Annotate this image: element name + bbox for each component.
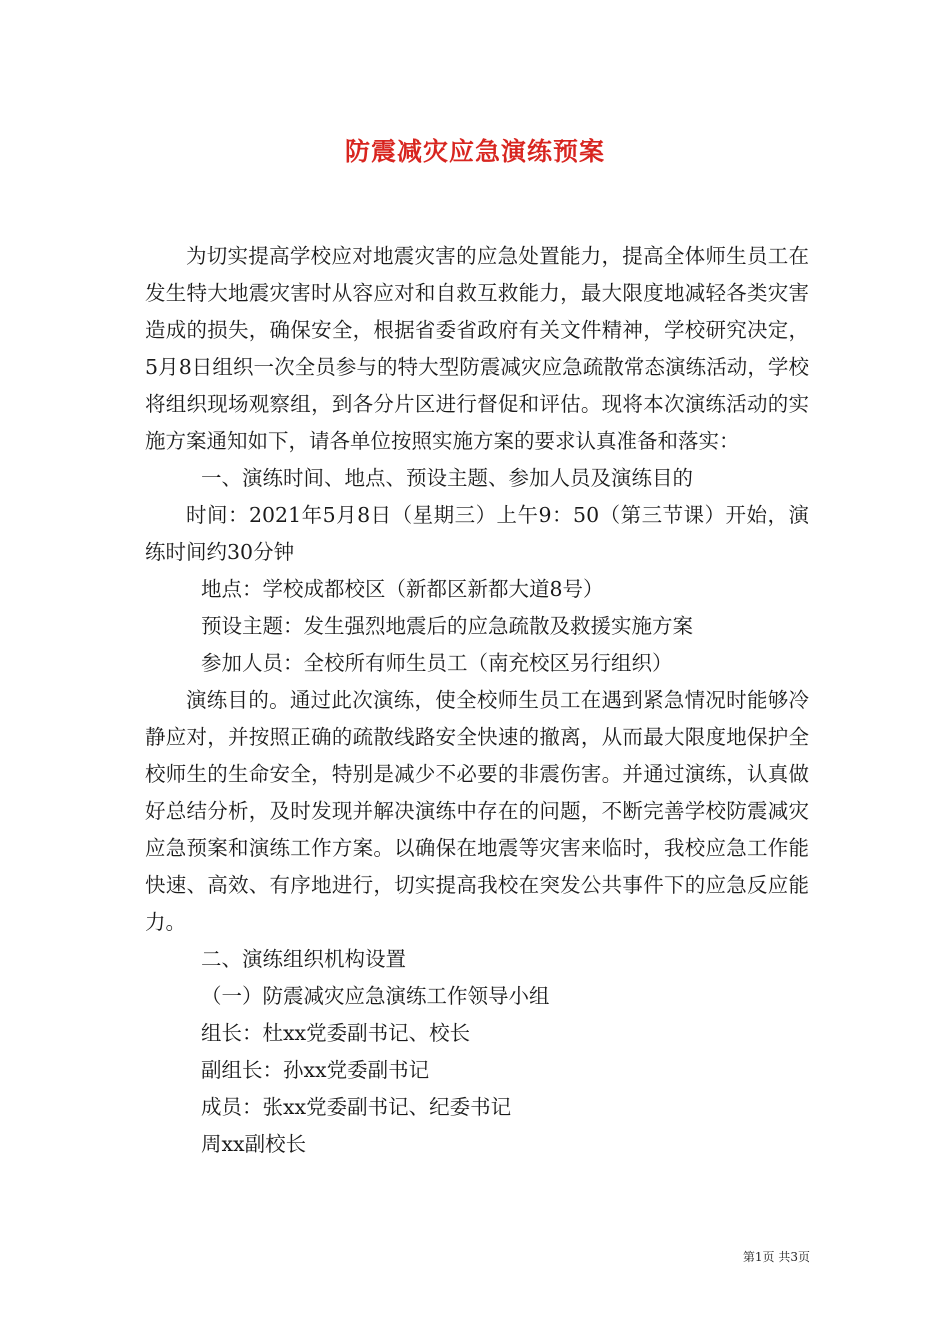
group-leader: 组长：杜xx党委副书记、校长 <box>201 1021 471 1045</box>
drill-time: 时间：2021年5月8日（星期三）上午9：50（第三节课）开始，演练时间约30分钟 <box>145 503 809 564</box>
group-deputy-leader: 副组长：孙xx党委副书记 <box>201 1058 430 1082</box>
section1-heading: 一、演练时间、地点、预设主题、参加人员及演练目的 <box>201 466 693 490</box>
drill-theme: 预设主题：发生强烈地震后的应急疏散及救援实施方案 <box>201 614 693 638</box>
group-member: 成员：张xx党委副书记、纪委书记 <box>201 1095 512 1119</box>
drill-participants: 参加人员：全校所有师生员工（南充校区另行组织） <box>201 651 673 675</box>
intro-paragraph: 为切实提高学校应对地震灾害的应急处置能力，提高全体师生员工在发生特大地震灾害时从容应对和自救互救能力，最大限度地减轻各类灾害造成的损失，确保安全，根据省委省政府有关文件精神，学校研究决定，5月8日组织一次全员参与的特大型防震减灾应急疏散常态演练活动，学校将组织现场观察组，到各分片区进行督促和评估。现将本次演练活动的实施方案通知如下，请各单位按照实施方案的要求认真准备和落实： <box>145 244 809 453</box>
subsection1-heading: （一）防震减灾应急演练工作领导小组 <box>201 984 550 1008</box>
section2-heading: 二、演练组织机构设置 <box>201 947 406 971</box>
drill-purpose: 演练目的。通过此次演练，使全校师生员工在遇到紧急情况时能够冷静应对，并按照正确的疏散线路安全快速的撤离，从而最大限度地保护全校师生的生命安全，特别是减少不必要的非震伤害。并通过演练，认真做好总结分析，及时发现并解决演练中存在的问题，不断完善学校防震减灾应急预案和演练工作方案。以确保在地震等灾害来临时，我校应急工作能快速、高效、有序地进行，切实提高我校在突发公共事件下的应急反应能力。 <box>145 688 809 934</box>
document-title: 防震减灾应急演练预案 <box>344 137 605 166</box>
group-member: 周xx副校长 <box>201 1132 307 1156</box>
document-body <box>145 238 809 1163</box>
drill-location: 地点：学校成都校区（新都区新都大道8号） <box>201 577 604 601</box>
page-number: 第1页 共3页 <box>742 1250 810 1264</box>
